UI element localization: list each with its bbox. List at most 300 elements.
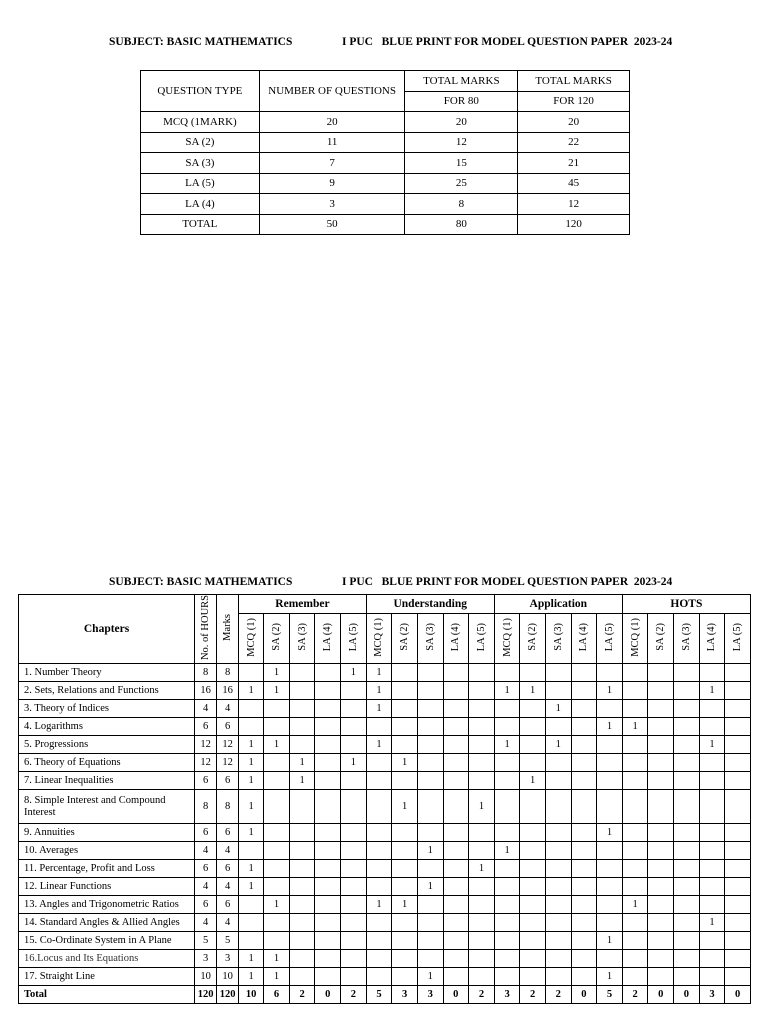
subcol-hots-sa-2 xyxy=(648,614,674,664)
question-count-cell xyxy=(571,664,597,682)
question-count-cell xyxy=(341,682,367,700)
question-count-cell: 1 xyxy=(239,878,264,896)
question-count-cell xyxy=(392,878,418,896)
question-count-cell xyxy=(366,878,392,896)
question-count-cell xyxy=(520,842,546,860)
question-count-cell xyxy=(725,914,751,932)
subcol-application-la-4 xyxy=(571,614,597,664)
summary-header-row-1 xyxy=(141,71,630,92)
question-count-cell xyxy=(289,860,315,878)
question-count-cell xyxy=(725,950,751,968)
hours-header xyxy=(195,595,217,664)
chapter-marks: 6 xyxy=(217,860,239,878)
chapter-marks: 3 xyxy=(217,950,239,968)
question-count-cell xyxy=(264,932,290,950)
question-count-cell xyxy=(725,842,751,860)
chapter-hours: 8 xyxy=(195,790,217,824)
chapter-row xyxy=(19,932,751,950)
summary-marks-80: 80 xyxy=(405,214,518,235)
question-count-cell xyxy=(392,932,418,950)
question-count-cell xyxy=(315,736,341,754)
question-count-cell: 1 xyxy=(469,790,495,824)
subcol-label: SA (2) xyxy=(527,623,539,651)
question-count-cell: 1 xyxy=(289,754,315,772)
chapter-hours: 4 xyxy=(195,700,217,718)
question-count-cell xyxy=(674,896,700,914)
question-count-cell xyxy=(289,932,315,950)
chapter-row xyxy=(19,664,751,682)
question-count-cell xyxy=(289,682,315,700)
question-count-cell: 1 xyxy=(597,968,623,986)
question-count-cell xyxy=(545,968,571,986)
chapter-hours: 5 xyxy=(195,932,217,950)
question-count-cell xyxy=(674,968,700,986)
question-count-cell xyxy=(725,860,751,878)
summary-marks-120: 45 xyxy=(518,173,630,194)
question-count-cell xyxy=(469,914,495,932)
summary-number: 9 xyxy=(259,173,405,194)
chapter-marks: 12 xyxy=(217,754,239,772)
summary-marks-120: 12 xyxy=(518,194,630,215)
question-count-cell: 1 xyxy=(239,790,264,824)
question-count-cell xyxy=(571,878,597,896)
question-count-cell xyxy=(597,664,623,682)
question-count-cell xyxy=(622,754,648,772)
question-count-cell xyxy=(239,718,264,736)
question-count-cell xyxy=(725,896,751,914)
question-count-cell xyxy=(622,736,648,754)
question-count-cell xyxy=(648,932,674,950)
question-count-cell xyxy=(417,718,443,736)
question-count-cell: 1 xyxy=(366,736,392,754)
group-application: Application xyxy=(494,595,622,614)
question-count-cell: 1 xyxy=(699,914,725,932)
question-count-cell xyxy=(239,932,264,950)
question-count-cell xyxy=(239,914,264,932)
subcol-label: SA (3) xyxy=(552,623,564,651)
marks-header xyxy=(217,595,239,664)
question-count-cell: 1 xyxy=(699,682,725,700)
question-count-cell xyxy=(366,824,392,842)
question-count-cell xyxy=(571,682,597,700)
total-cell: 3 xyxy=(417,986,443,1004)
question-count-cell xyxy=(571,932,597,950)
question-count-cell xyxy=(443,914,469,932)
summary-marks-80: 8 xyxy=(405,194,518,215)
subcol-hots-la-5 xyxy=(725,614,751,664)
top-title: I PUC BLUE PRINT FOR MODEL QUESTION PAPER 2023-24 xyxy=(342,36,673,48)
chapter-name: 7. Linear Inequalities xyxy=(19,772,195,790)
question-count-cell xyxy=(315,842,341,860)
chapter-row xyxy=(19,682,751,700)
question-count-cell xyxy=(622,772,648,790)
chapter-name: 16.Locus and Its Equations xyxy=(19,950,195,968)
question-count-cell xyxy=(417,736,443,754)
marks-header-label: Marks xyxy=(222,614,234,641)
question-count-cell xyxy=(622,932,648,950)
question-count-cell xyxy=(725,824,751,842)
summary-row xyxy=(141,132,630,153)
question-count-cell: 1 xyxy=(239,824,264,842)
top-subject: SUBJECT: BASIC MATHEMATICS xyxy=(109,36,293,48)
total-cell: 5 xyxy=(366,986,392,1004)
total-cell: 3 xyxy=(494,986,520,1004)
question-count-cell xyxy=(469,682,495,700)
chapter-name: 17. Straight Line xyxy=(19,968,195,986)
question-count-cell xyxy=(699,896,725,914)
total-cell: 0 xyxy=(674,986,700,1004)
question-count-cell xyxy=(341,896,367,914)
question-count-cell xyxy=(597,790,623,824)
question-count-cell xyxy=(341,932,367,950)
subcol-label: SA (3) xyxy=(424,623,436,651)
chapter-row xyxy=(19,914,751,932)
summary-question-type: LA (4) xyxy=(141,194,260,215)
question-count-cell: 1 xyxy=(545,700,571,718)
question-count-cell xyxy=(366,950,392,968)
question-count-cell xyxy=(571,968,597,986)
question-count-cell xyxy=(674,860,700,878)
bottom-title: I PUC BLUE PRINT FOR MODEL QUESTION PAPER 2023-24 xyxy=(342,576,673,588)
question-count-cell xyxy=(571,772,597,790)
question-count-cell xyxy=(417,772,443,790)
question-count-cell xyxy=(674,736,700,754)
subcol-remember-sa-3 xyxy=(289,614,315,664)
chapter-name: 6. Theory of Equations xyxy=(19,754,195,772)
question-count-cell xyxy=(392,914,418,932)
question-count-cell xyxy=(725,790,751,824)
total-cell: 2 xyxy=(545,986,571,1004)
question-count-cell xyxy=(417,754,443,772)
chapter-marks: 6 xyxy=(217,718,239,736)
question-count-cell: 1 xyxy=(239,682,264,700)
question-count-cell xyxy=(443,736,469,754)
question-count-cell: 1 xyxy=(366,664,392,682)
total-label: Total xyxy=(19,986,195,1004)
question-count-cell xyxy=(571,824,597,842)
question-count-cell xyxy=(494,754,520,772)
chapter-hours: 16 xyxy=(195,682,217,700)
question-count-cell xyxy=(571,896,597,914)
question-count-cell xyxy=(315,878,341,896)
question-count-cell xyxy=(648,664,674,682)
question-count-cell xyxy=(289,736,315,754)
group-understanding: Understanding xyxy=(366,595,494,614)
blueprint-table xyxy=(18,594,751,1004)
total-cell: 2 xyxy=(520,986,546,1004)
chapter-name: 4. Logarithms xyxy=(19,718,195,736)
chapter-name: 12. Linear Functions xyxy=(19,878,195,896)
question-count-cell xyxy=(392,968,418,986)
subcol-application-sa-3 xyxy=(545,614,571,664)
question-count-cell xyxy=(417,860,443,878)
question-count-cell xyxy=(392,950,418,968)
question-count-cell: 1 xyxy=(392,896,418,914)
chapter-marks: 10 xyxy=(217,968,239,986)
question-count-cell xyxy=(469,754,495,772)
question-count-cell xyxy=(725,754,751,772)
question-count-cell xyxy=(443,950,469,968)
question-count-cell xyxy=(622,950,648,968)
question-count-cell xyxy=(417,664,443,682)
question-count-cell xyxy=(699,772,725,790)
chapter-name: 5. Progressions xyxy=(19,736,195,754)
question-count-cell xyxy=(469,824,495,842)
total-cell: 0 xyxy=(648,986,674,1004)
question-count-cell xyxy=(341,718,367,736)
question-count-cell xyxy=(264,790,290,824)
question-count-cell: 1 xyxy=(264,896,290,914)
question-count-cell xyxy=(469,700,495,718)
subcol-application-la-5 xyxy=(597,614,623,664)
question-count-cell xyxy=(699,664,725,682)
question-count-cell xyxy=(571,950,597,968)
question-count-cell xyxy=(545,896,571,914)
header-total-marks-80: TOTAL MARKS xyxy=(405,71,518,92)
summary-question-type: SA (3) xyxy=(141,153,260,174)
question-count-cell xyxy=(315,754,341,772)
subcol-remember-la-5 xyxy=(341,614,367,664)
question-count-cell xyxy=(289,790,315,824)
chapter-row xyxy=(19,842,751,860)
summary-marks-120: 120 xyxy=(518,214,630,235)
question-count-cell xyxy=(469,878,495,896)
summary-row xyxy=(141,214,630,235)
question-count-cell: 1 xyxy=(366,700,392,718)
question-count-cell xyxy=(443,824,469,842)
question-count-cell xyxy=(417,950,443,968)
total-cell: 2 xyxy=(341,986,367,1004)
question-count-cell xyxy=(699,842,725,860)
header-question-type: QUESTION TYPE xyxy=(141,71,260,112)
question-count-cell xyxy=(392,700,418,718)
chapter-row xyxy=(19,754,751,772)
chapter-marks: 5 xyxy=(217,932,239,950)
subcol-label: SA (2) xyxy=(655,623,667,651)
chapter-name: 2. Sets, Relations and Functions xyxy=(19,682,195,700)
question-count-cell: 1 xyxy=(239,950,264,968)
question-count-cell xyxy=(315,772,341,790)
header-for-120: FOR 120 xyxy=(518,91,630,112)
subcol-label: LA (5) xyxy=(732,622,744,652)
question-count-cell xyxy=(725,772,751,790)
question-count-cell xyxy=(366,932,392,950)
question-count-cell xyxy=(341,824,367,842)
question-count-cell xyxy=(315,700,341,718)
question-count-cell xyxy=(545,718,571,736)
question-count-cell xyxy=(494,664,520,682)
question-count-cell xyxy=(648,896,674,914)
summary-row xyxy=(141,112,630,133)
subcol-application-sa-2 xyxy=(520,614,546,664)
total-marks: 120 xyxy=(217,986,239,1004)
question-count-cell: 1 xyxy=(622,896,648,914)
question-count-cell xyxy=(289,968,315,986)
total-cell: 0 xyxy=(725,986,751,1004)
question-count-cell xyxy=(545,682,571,700)
question-count-cell: 1 xyxy=(264,682,290,700)
subcol-label: SA (2) xyxy=(399,623,411,651)
question-count-cell xyxy=(725,700,751,718)
question-count-cell: 1 xyxy=(239,754,264,772)
question-count-cell xyxy=(469,932,495,950)
question-count-cell xyxy=(520,968,546,986)
question-count-cell: 1 xyxy=(341,664,367,682)
question-count-cell xyxy=(443,968,469,986)
question-count-cell xyxy=(674,772,700,790)
question-count-cell xyxy=(494,790,520,824)
question-count-cell: 1 xyxy=(366,896,392,914)
question-count-cell xyxy=(597,772,623,790)
question-count-cell xyxy=(571,860,597,878)
summary-question-type: TOTAL xyxy=(141,214,260,235)
question-count-cell xyxy=(264,914,290,932)
chapter-hours: 6 xyxy=(195,824,217,842)
question-count-cell xyxy=(494,950,520,968)
top-header xyxy=(109,36,673,48)
question-count-cell xyxy=(315,682,341,700)
question-count-cell xyxy=(494,824,520,842)
question-count-cell xyxy=(520,932,546,950)
question-count-cell xyxy=(264,754,290,772)
question-count-cell xyxy=(597,878,623,896)
chapter-hours: 8 xyxy=(195,664,217,682)
summary-body xyxy=(141,112,630,235)
question-count-cell xyxy=(264,772,290,790)
question-count-cell xyxy=(417,896,443,914)
chapter-hours: 10 xyxy=(195,968,217,986)
question-count-cell xyxy=(341,736,367,754)
question-count-cell xyxy=(315,824,341,842)
summary-row xyxy=(141,173,630,194)
question-count-cell xyxy=(648,754,674,772)
chapter-marks: 8 xyxy=(217,664,239,682)
summary-question-type: MCQ (1MARK) xyxy=(141,112,260,133)
question-count-cell xyxy=(341,772,367,790)
subcol-remember-mcq-1 xyxy=(239,614,264,664)
question-count-cell xyxy=(443,878,469,896)
chapter-marks: 6 xyxy=(217,824,239,842)
question-count-cell xyxy=(622,914,648,932)
summary-marks-120: 22 xyxy=(518,132,630,153)
question-count-cell xyxy=(315,950,341,968)
question-count-cell xyxy=(494,718,520,736)
chapter-hours: 12 xyxy=(195,736,217,754)
chapter-name: 13. Angles and Trigonometric Ratios xyxy=(19,896,195,914)
question-count-cell xyxy=(571,914,597,932)
chapter-name: 15. Co-Ordinate System in A Plane xyxy=(19,932,195,950)
question-count-cell xyxy=(264,718,290,736)
question-count-cell xyxy=(315,790,341,824)
question-count-cell xyxy=(289,700,315,718)
chapter-hours: 3 xyxy=(195,950,217,968)
question-count-cell xyxy=(239,700,264,718)
question-count-cell xyxy=(571,718,597,736)
question-count-cell xyxy=(520,736,546,754)
question-count-cell xyxy=(315,860,341,878)
question-count-cell xyxy=(520,700,546,718)
question-count-cell xyxy=(545,950,571,968)
question-count-cell xyxy=(494,772,520,790)
question-count-cell xyxy=(520,718,546,736)
question-count-cell xyxy=(315,896,341,914)
question-count-cell xyxy=(648,914,674,932)
header-number-of-questions: NUMBER OF QUESTIONS xyxy=(259,71,405,112)
question-count-cell xyxy=(239,842,264,860)
question-count-cell xyxy=(648,968,674,986)
question-count-cell: 1 xyxy=(597,824,623,842)
header-for-80: FOR 80 xyxy=(405,91,518,112)
question-count-cell xyxy=(725,932,751,950)
total-cell: 0 xyxy=(315,986,341,1004)
subcol-understanding-sa-2 xyxy=(392,614,418,664)
question-count-cell xyxy=(315,968,341,986)
question-count-cell xyxy=(289,878,315,896)
question-count-cell xyxy=(392,842,418,860)
question-count-cell xyxy=(469,842,495,860)
subcol-label: LA (4) xyxy=(578,622,590,652)
question-count-cell xyxy=(571,842,597,860)
chapter-row xyxy=(19,718,751,736)
question-count-cell xyxy=(545,664,571,682)
total-cell: 6 xyxy=(264,986,290,1004)
question-count-cell: 1 xyxy=(264,950,290,968)
subcol-label: LA (4) xyxy=(450,622,462,652)
chapter-marks: 4 xyxy=(217,700,239,718)
question-count-cell xyxy=(699,932,725,950)
question-count-cell xyxy=(648,682,674,700)
chapters-header: Chapters xyxy=(19,595,195,664)
blueprint-group-row xyxy=(19,595,751,614)
question-count-cell xyxy=(597,914,623,932)
question-count-cell xyxy=(469,950,495,968)
question-count-cell xyxy=(264,878,290,896)
chapter-hours: 4 xyxy=(195,914,217,932)
question-count-cell xyxy=(392,772,418,790)
question-count-cell xyxy=(520,914,546,932)
chapter-name: 10. Averages xyxy=(19,842,195,860)
question-count-cell xyxy=(443,754,469,772)
question-count-cell xyxy=(545,824,571,842)
question-count-cell xyxy=(315,914,341,932)
total-cell: 3 xyxy=(392,986,418,1004)
chapter-name: 11. Percentage, Profit and Loss xyxy=(19,860,195,878)
chapter-row xyxy=(19,896,751,914)
question-count-cell xyxy=(520,824,546,842)
question-count-cell xyxy=(341,860,367,878)
summary-number: 11 xyxy=(259,132,405,153)
question-count-cell xyxy=(392,860,418,878)
question-count-cell xyxy=(520,950,546,968)
question-count-cell: 1 xyxy=(545,736,571,754)
subcol-understanding-la-4 xyxy=(443,614,469,664)
question-count-cell: 1 xyxy=(520,682,546,700)
chapter-name: 14. Standard Angles & Allied Angles xyxy=(19,914,195,932)
question-count-cell: 1 xyxy=(494,682,520,700)
question-count-cell xyxy=(545,860,571,878)
question-count-cell xyxy=(622,968,648,986)
question-count-cell xyxy=(341,968,367,986)
chapter-row xyxy=(19,950,751,968)
question-count-cell xyxy=(469,896,495,914)
subcol-hots-mcq-1 xyxy=(622,614,648,664)
question-count-cell xyxy=(545,842,571,860)
total-cell: 10 xyxy=(239,986,264,1004)
question-count-cell xyxy=(725,736,751,754)
summary-table xyxy=(140,70,630,235)
question-count-cell: 1 xyxy=(239,860,264,878)
question-count-cell xyxy=(264,842,290,860)
